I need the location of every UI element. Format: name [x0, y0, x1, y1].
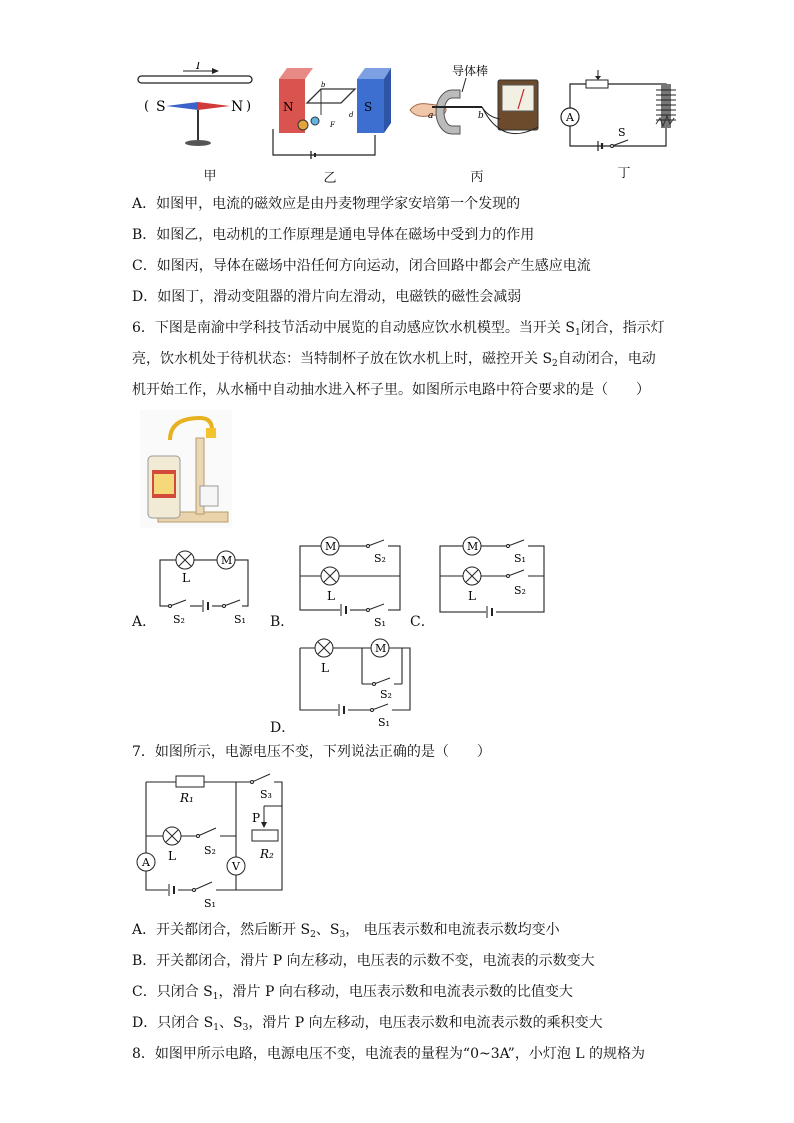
q6-option-a-letter: A． [132, 614, 157, 630]
ammeter-icon: A [566, 111, 574, 124]
svg-text:M: M [375, 642, 387, 655]
svg-text:M: M [467, 540, 479, 553]
svg-text:F: F [330, 121, 335, 129]
svg-text:S₃: S₃ [260, 788, 272, 801]
figure-jia [128, 62, 258, 152]
svg-text:S₁: S₁ [374, 616, 386, 628]
svg-text:b: b [321, 81, 326, 89]
q7-option-c: C．只闭合 $S_1$，滑片 P 向右移动，电压表示数和电流表示数的比值变大 [132, 984, 573, 1002]
svg-text:S₁: S₁ [514, 552, 526, 565]
svg-text:S: S [156, 99, 166, 115]
svg-text:S₂: S₂ [204, 844, 216, 857]
svg-text:S₂: S₂ [374, 552, 386, 565]
q6-option-c-letter: C． [410, 614, 435, 630]
q6-line-1: 6．下图是南渝中学科技节活动中展览的自动感应饮水机模型。当开关 $S_1$闭合，指示灯 [132, 320, 665, 338]
svg-text:N: N [283, 100, 294, 114]
svg-text:a: a [428, 111, 434, 121]
svg-text:S: S [618, 126, 626, 139]
svg-text:M: M [325, 540, 337, 553]
svg-text:L: L [182, 571, 190, 585]
q5-option-a: A．如图甲，电流的磁效应是由丹麦物理学家安培第一个发现的 [132, 196, 521, 212]
svg-text:S: S [364, 100, 373, 114]
figure-yi [265, 63, 395, 163]
q7-option-a: A．开关都闭合，然后断开 $S_2$、$S_3$， 电压表示数和电流表示数均变小 [132, 922, 560, 940]
svg-text:R₁: R₁ [180, 791, 194, 805]
q7-option-b: B．开关都闭合，滑片 P 向左移动，电压表的示数不变，电流表的示数变大 [132, 953, 595, 969]
svg-text:L: L [168, 849, 176, 863]
svg-text:S₂: S₂ [173, 613, 185, 626]
svg-text:N: N [231, 99, 244, 115]
q6-circuit-c [432, 534, 550, 628]
svg-text:b: b [478, 111, 484, 121]
conductor-label: 导体棒 [452, 64, 489, 78]
svg-text:(: ( [144, 99, 150, 114]
svg-text:L: L [321, 661, 329, 675]
q6-line-2: 亮，饮水机处于待机状态：当特制杯子放在饮水机上时，磁控开关 $S_2$自动闭合，电动 [132, 351, 656, 369]
svg-text:M: M [221, 554, 233, 567]
svg-text:S₁: S₁ [204, 897, 216, 910]
q6-option-b-letter: B． [270, 614, 295, 630]
svg-text:R₂: R₂ [260, 847, 274, 861]
q6-option-d-letter: D． [270, 720, 296, 736]
svg-text:S₁: S₁ [234, 613, 246, 626]
ammeter-icon: A [142, 856, 150, 869]
q7-option-d: D．只闭合 $S_1$、$S_3$，滑片 P 向左移动，电压表示数和电流表示数的乘积变大 [132, 1015, 603, 1033]
voltmeter-icon: V [232, 860, 240, 873]
svg-text:S₁: S₁ [378, 716, 390, 729]
svg-text:L: L [468, 589, 476, 603]
q5-option-d: D．如图丁，滑动变阻器的滑片向左滑动，电磁铁的磁性会减弱 [132, 289, 522, 305]
current-label: I [196, 62, 201, 72]
q6-circuit-a [150, 546, 258, 626]
svg-text:): ) [246, 99, 252, 114]
water-dispenser-photo [140, 410, 232, 528]
caption-ding: 丁 [617, 166, 631, 181]
q5-option-c: C．如图丙，导体在磁场中沿任何方向运动，闭合回路中都会产生感应电流 [132, 258, 591, 274]
q6-circuit-b [292, 536, 410, 628]
q7-circuit [132, 770, 296, 910]
q6-circuit-d [292, 636, 418, 732]
q6-line-3: 机开始工作，从水桶中自动抽水进入杯子里。如图所示电路中符合要求的是（ ） [132, 382, 650, 398]
q8-stem: 8．如图甲所示电路，电源电压不变，电流表的量程为“0~3A”，小灯泡 L 的规格为 [132, 1046, 646, 1062]
svg-text:P: P [252, 811, 261, 825]
svg-text:d: d [349, 111, 354, 119]
q5-option-b: B．如图乙，电动机的工作原理是通电导体在磁场中受到力的作用 [132, 227, 535, 243]
caption-yi: 乙 [323, 171, 337, 186]
svg-text:S₂: S₂ [514, 584, 526, 597]
figure-bing [402, 62, 552, 162]
caption-bing: 丙 [470, 170, 484, 185]
figure-ding [558, 62, 688, 162]
svg-text:S₂: S₂ [380, 688, 392, 701]
q7-stem: 7．如图所示，电源电压不变，下列说法正确的是（ ） [132, 744, 491, 760]
caption-jia: 甲 [203, 169, 217, 184]
svg-text:L: L [327, 589, 335, 603]
